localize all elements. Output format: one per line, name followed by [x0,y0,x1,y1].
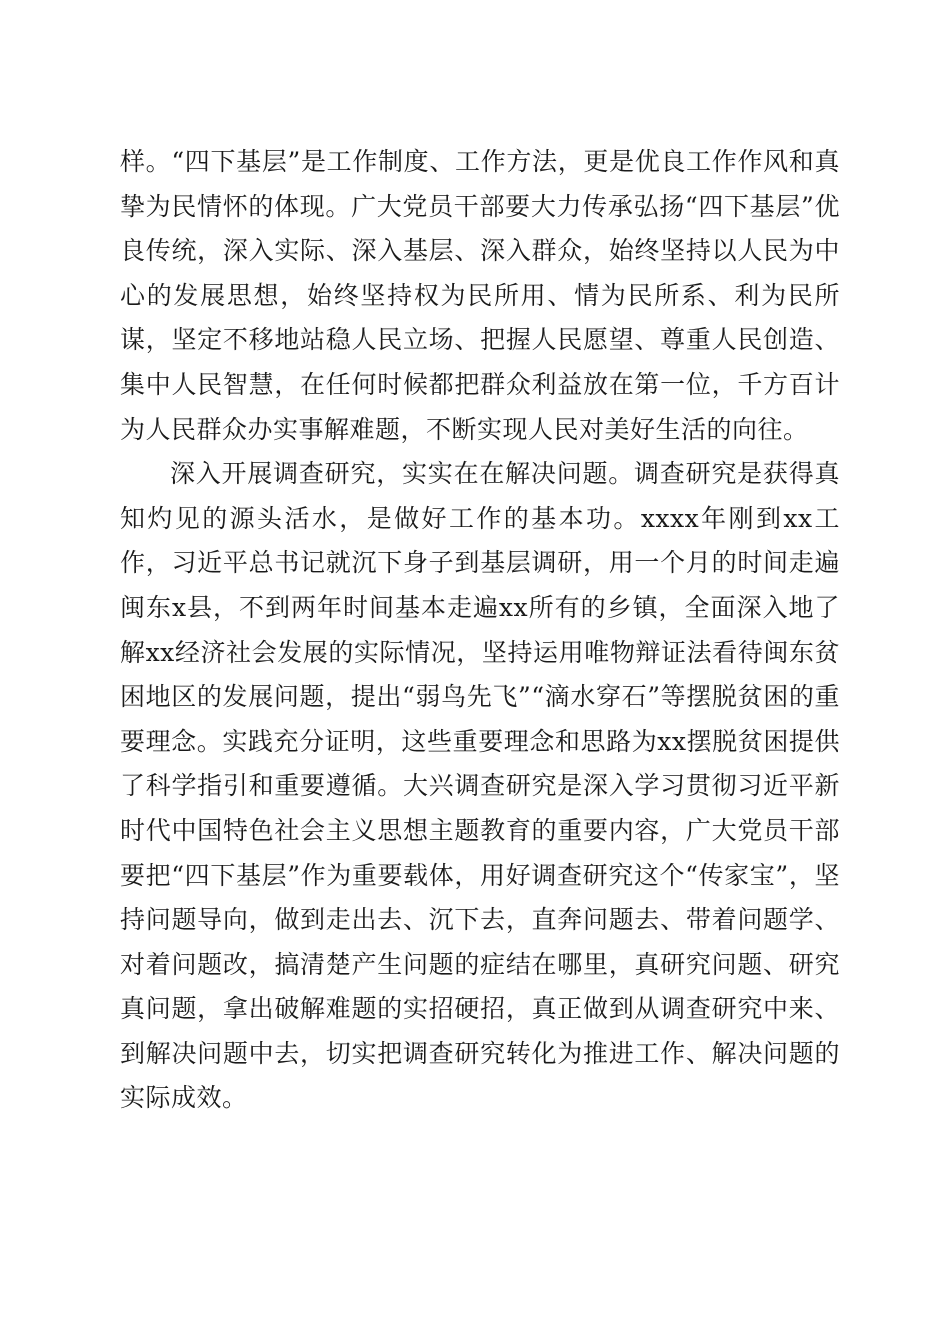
paragraph-continuation: 样。“四下基层”是工作制度、工作方法，更是优良工作作风和真挚为民情怀的体现。广大党员干部要大力传承弘扬“四下基层”优良传统，深入实际、深入基层、深入群众，始终坚持以人民为中心的发展思想，始终坚持权为民所用、情为民所系、利为民所谋，坚定不移地站稳人民立场、把握人民愿望、尊重人民创造、集中人民智慧，在任何时候都把群众利益放在第一位，千方百计为人民群众办实事解难题，不断实现人民对美好生活的向往。 [120,147,840,444]
body-text [120,140,840,1121]
paragraph-investigation-research: 深入开展调查研究，实实在在解决问题。调查研究是获得真知灼见的源头活水，是做好工作的基本功。xxxx年刚到xx工作，习近平总书记就沉下身子到基层调研，用一个月的时间走遍闽东x县，不到两年时间基本走遍xx所有的乡镇，全面深入地了解xx经济社会发展的实际情况，坚持运用唯物辩证法看待闽东贫困地区的发展问题，提出“弱鸟先飞”“滴水穿石”等摆脱贫困的重要理念。实践充分证明，这些重要理念和思路为xx摆脱贫困提供了科学指引和重要遵循。大兴调查研究是深入学习贯彻习近平新时代中国特色社会主义思想主题教育的重要内容，广大党员干部要把“四下基层”作为重要载体，用好调查研究这个“传家宝”，坚持问题导向，做到走出去、沉下去，直奔问题去、带着问题学、对着问题改，搞清楚产生问题的症结在哪里，真研究问题、研究真问题，拿出破解难题的实招硬招，真正做到从调查研究中来、到解决问题中去，切实把调查研究转化为推进工作、解决问题的实际成效。 [120,459,840,1113]
